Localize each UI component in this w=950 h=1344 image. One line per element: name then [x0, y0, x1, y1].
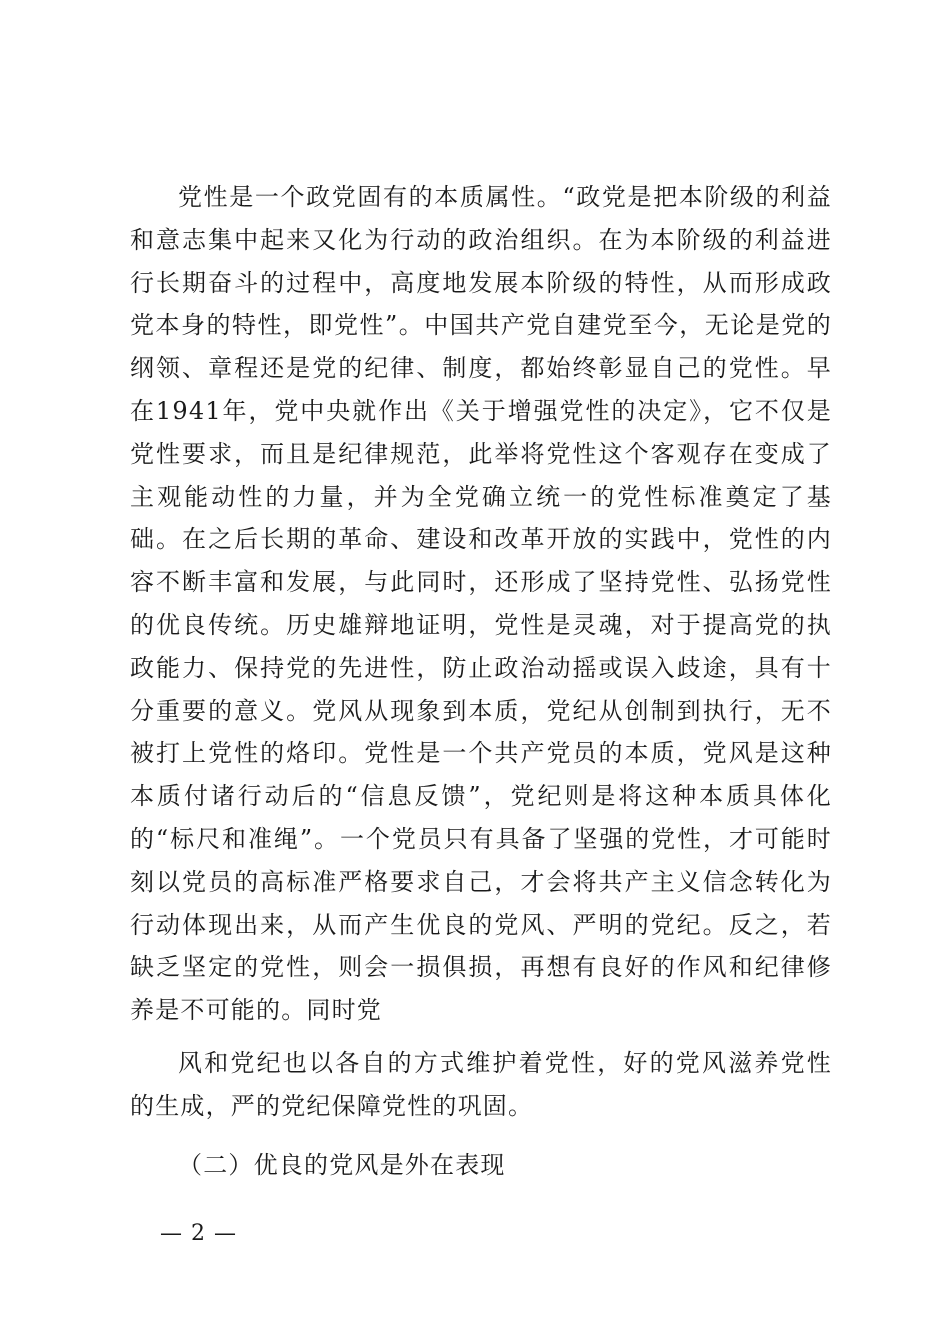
body-paragraph-2: 风和党纪也以各自的方式维护着党性，好的党风滋养党性的生成，严的党纪保障党性的巩固。 [130, 1049, 832, 1120]
body-paragraph-1: 党性是一个政党固有的本质属性。“政党是把本阶级的利益和意志集中起来又化为行动的政治组织。在为本阶级的利益进行长期奋斗的过程中，高度地发展本阶级的特性，从而形成政党本身的特性，即党性”。中国共产党自建党至今，无论是党的纲领、章程还是党的纪律、制度，都始终彰显自己的党性。早在1941年，党中央就作出《关于增强党性的决定》，它不仅是党性要求，而且是纪律规范，此举将党性这个客观存在变成了主观能动性的力量，并为全党确立统一的党性标准奠定了基础。在之后长期的革命、建设和改革开放的实践中，党性的内容不断丰富和发展，与此同时，还形成了坚持党性、弘扬党性的优良传统。历史雄辩地证明，党性是灵魂，对于提高党的执政能力、保持党的先进性，防止政治动摇或误入歧途，具有十分重要的意义。党风从现象到本质，党纪从创制到执行，无不被打上党性的烙印。党性是一个共产党员的本质，党风是这种本质付诸行动后的“信息反馈”，党纪则是将这种本质具体化的“标尺和准绳”。一个党员只有具备了坚强的党性，才可能时刻以党员的高标准严格要求自己，才会将共产主义信念转化为行动体现出来，从而产生优良的党风、严明的党纪。反之，若缺乏坚定的党性，则会一损俱损，再想有良好的作风和纪律修养是不可能的。同时党 [130, 183, 832, 1025]
section-heading: （二）优良的党风是外在表现 [178, 1151, 506, 1179]
page-number: — 2 — [160, 1221, 237, 1246]
